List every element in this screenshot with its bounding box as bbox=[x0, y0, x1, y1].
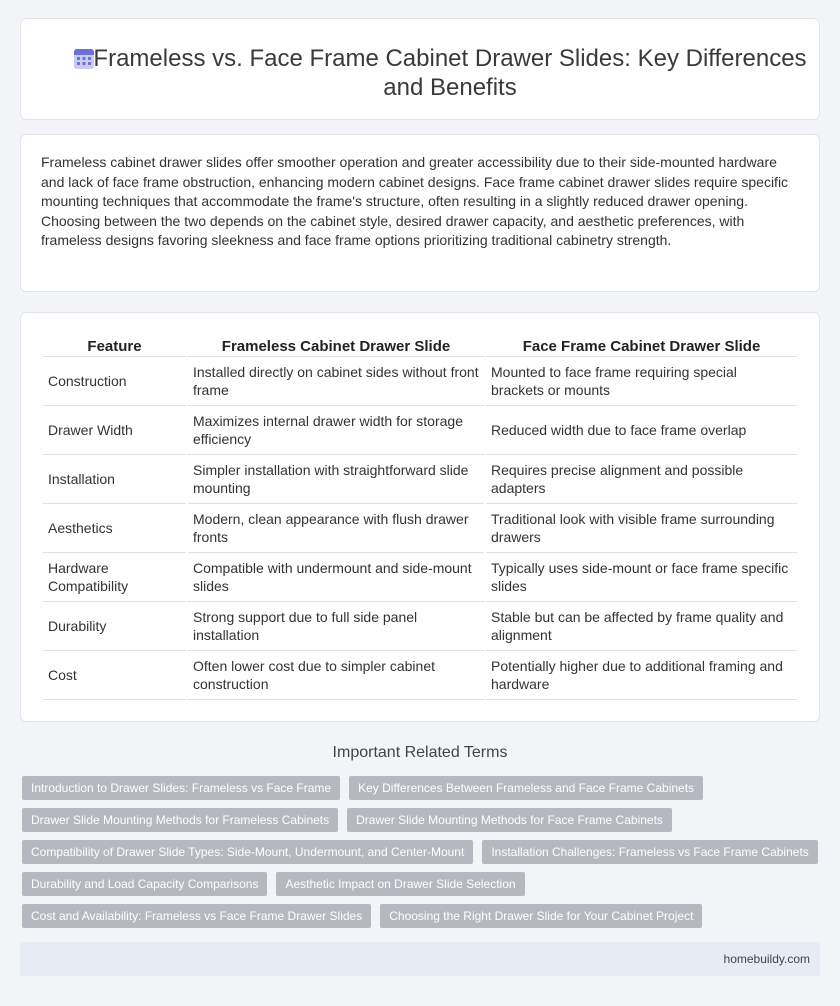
table-header-row bbox=[43, 335, 797, 357]
tag-row bbox=[22, 808, 822, 832]
footer bbox=[20, 942, 820, 976]
comparison-table-card bbox=[20, 312, 820, 722]
related-terms-title: Important Related Terms bbox=[332, 744, 508, 761]
table-cell: Strong support due to full side panel installation bbox=[188, 602, 484, 651]
related-term-tag[interactable]: Cost and Availability: Frameless vs Face Frame Drawer Slides bbox=[22, 904, 371, 928]
table-cell: Installed directly on cabinet sides without front frame bbox=[188, 357, 484, 406]
table-row bbox=[43, 406, 797, 455]
table-cell: Installation bbox=[43, 455, 186, 504]
related-term-tag[interactable]: Key Differences Between Frameless and Face Frame Cabinets bbox=[349, 776, 703, 800]
intro-card bbox=[20, 134, 820, 292]
table-cell: Often lower cost due to simpler cabinet construction bbox=[188, 651, 484, 700]
tag-row bbox=[22, 776, 822, 800]
table-cell: Construction bbox=[43, 357, 186, 406]
table-cell: Compatible with undermount and side-mount slides bbox=[188, 553, 484, 602]
table-cell: Requires precise alignment and possible adapters bbox=[486, 455, 797, 504]
related-term-tag[interactable]: Aesthetic Impact on Drawer Slide Selection bbox=[276, 872, 524, 896]
table-cell: Mounted to face frame requiring special brackets or mounts bbox=[486, 357, 797, 406]
table-cell: Cost bbox=[43, 651, 186, 700]
intro-paragraph: Frameless cabinet drawer slides offer smoother operation and greater accessibility due to their side-mounted hardware and lack of face frame obstruction, enhancing modern cabinet designs. Face frame cabinet drawer slides require specific mounting techniques that accommodate the frame's structure, often resulting in a slightly reduced drawer opening. Choosing between the two depends on the cabinet style, desired drawer capacity, and aesthetic preferences, with frameless designs favoring sleekness and face frame options prioritizing traditional cabinetry strength. bbox=[41, 154, 789, 249]
table-cell: Simpler installation with straightforward slide mounting bbox=[188, 455, 484, 504]
related-term-tag[interactable]: Introduction to Drawer Slides: Frameless vs Face Frame bbox=[22, 776, 340, 800]
table-row bbox=[43, 602, 797, 651]
table-cell: Potentially higher due to additional framing and hardware bbox=[486, 651, 797, 700]
tag-row bbox=[22, 840, 822, 864]
related-terms-tags bbox=[22, 776, 822, 936]
table-row bbox=[43, 455, 797, 504]
related-term-tag[interactable]: Compatibility of Drawer Slide Types: Side-Mount, Undermount, and Center-Mount bbox=[22, 840, 473, 864]
table-cell: Drawer Width bbox=[43, 406, 186, 455]
table-cell: Durability bbox=[43, 602, 186, 651]
comparison-table bbox=[41, 335, 799, 700]
table-row bbox=[43, 504, 797, 553]
table-row bbox=[43, 553, 797, 602]
table-cell: Typically uses side-mount or face frame specific slides bbox=[486, 553, 797, 602]
related-term-tag[interactable]: Choosing the Right Drawer Slide for Your Cabinet Project bbox=[380, 904, 702, 928]
header-feature: Feature bbox=[43, 335, 186, 357]
page-title: Frameless vs. Face Frame Cabinet Drawer Slides: Key Differences and Benefits bbox=[93, 45, 807, 101]
header-card bbox=[20, 18, 820, 120]
table-cell: Aesthetics bbox=[43, 504, 186, 553]
tag-row bbox=[22, 904, 822, 928]
header-frameless: Frameless Cabinet Drawer Slide bbox=[188, 335, 484, 357]
footer-site-link[interactable]: homebuildy.com bbox=[723, 952, 810, 966]
table-cell: Modern, clean appearance with flush drawer fronts bbox=[188, 504, 484, 553]
header-face-frame: Face Frame Cabinet Drawer Slide bbox=[486, 335, 797, 357]
related-term-tag[interactable]: Drawer Slide Mounting Methods for Face Frame Cabinets bbox=[347, 808, 672, 832]
table-cell: Stable but can be affected by frame quality and alignment bbox=[486, 602, 797, 651]
related-term-tag[interactable]: Drawer Slide Mounting Methods for Frameless Cabinets bbox=[22, 808, 338, 832]
table-cell: Maximizes internal drawer width for storage efficiency bbox=[188, 406, 484, 455]
table-row bbox=[43, 357, 797, 406]
table-row bbox=[43, 651, 797, 700]
related-term-tag[interactable]: Durability and Load Capacity Comparisons bbox=[22, 872, 267, 896]
tag-row bbox=[22, 872, 822, 896]
table-cell: Hardware Compatibility bbox=[43, 553, 186, 602]
related-term-tag[interactable]: Installation Challenges: Frameless vs Face Frame Cabinets bbox=[482, 840, 817, 864]
table-cell: Reduced width due to face frame overlap bbox=[486, 406, 797, 455]
table-cell: Traditional look with visible frame surrounding drawers bbox=[486, 504, 797, 553]
